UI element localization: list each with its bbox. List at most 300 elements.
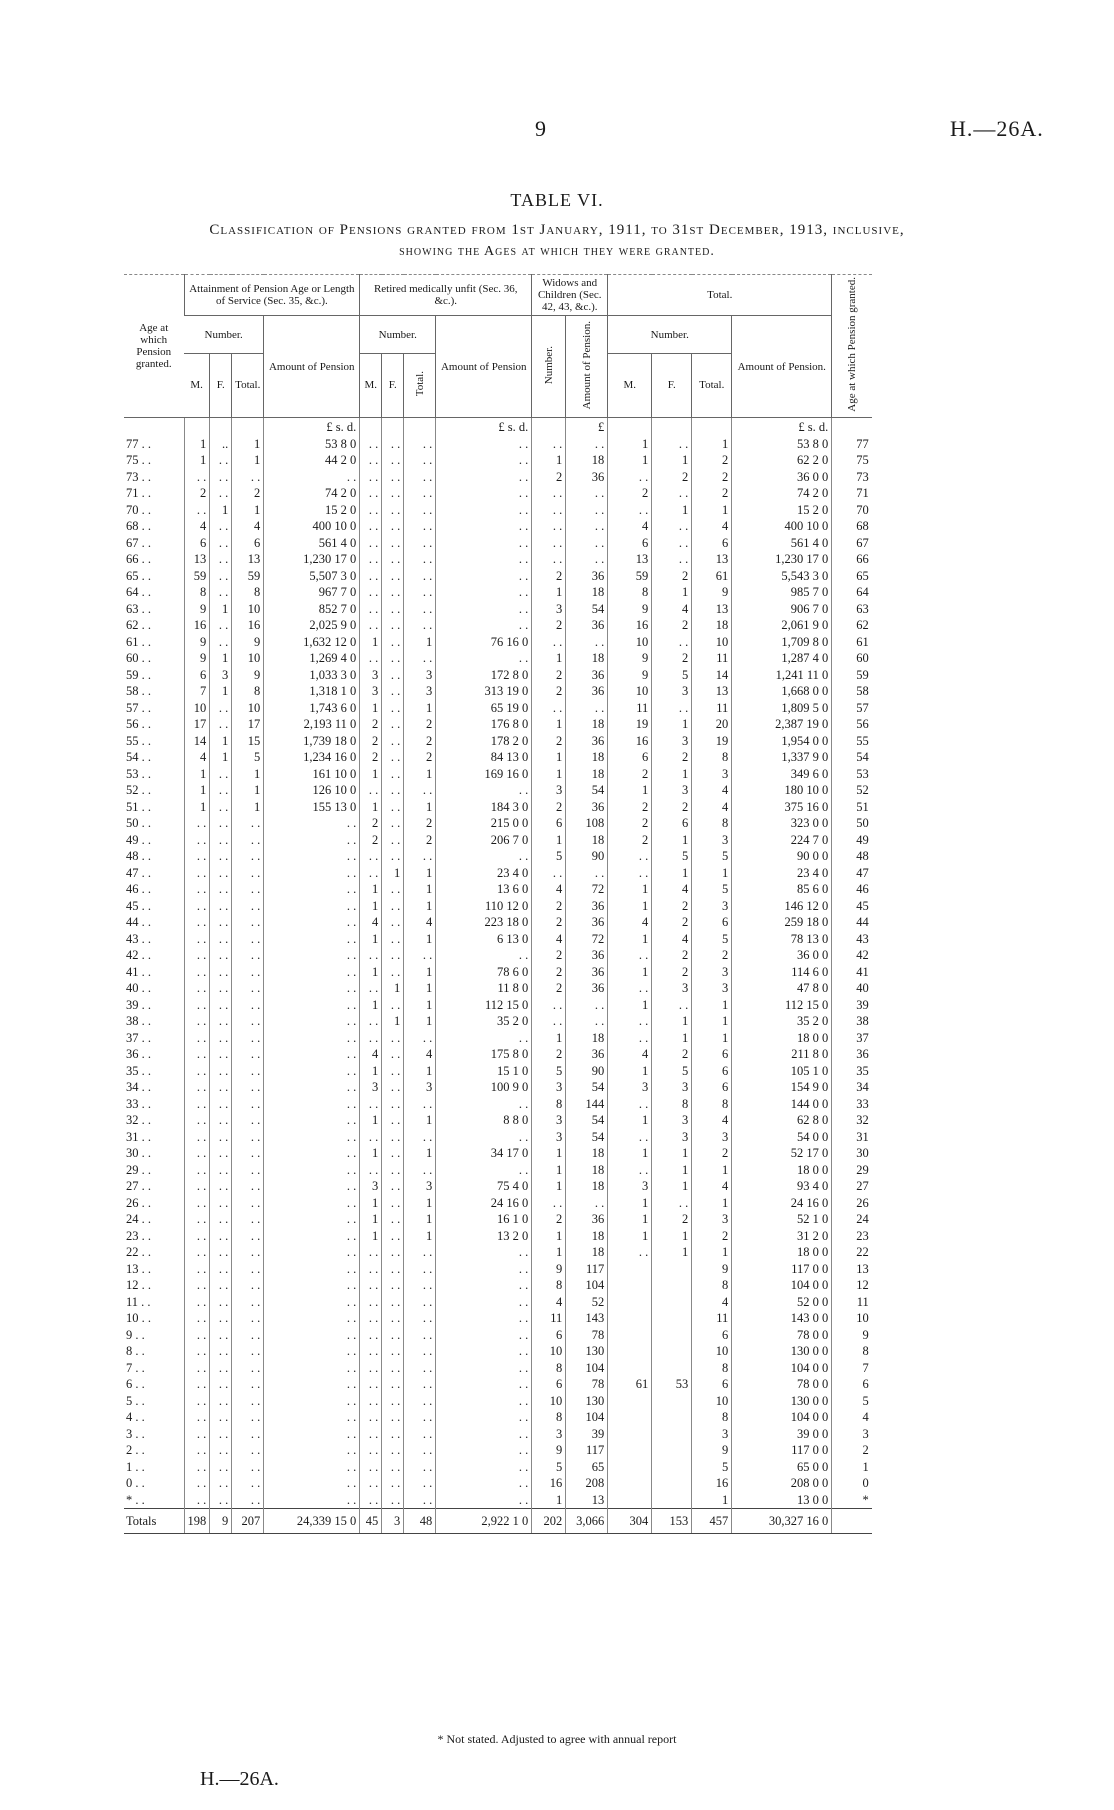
row-value-cell: 104	[566, 1360, 608, 1377]
row-value-cell: . .	[232, 1013, 264, 1030]
row-value-cell: . .	[404, 551, 436, 568]
row-age-right-cell: 5	[832, 1393, 872, 1410]
row-value-cell: 2	[232, 485, 264, 502]
row-value-cell: 52 17 0	[732, 1145, 832, 1162]
row-value-cell: 104	[566, 1277, 608, 1294]
row-value-cell: . .	[436, 1393, 532, 1410]
row-value-cell: . .	[382, 1277, 404, 1294]
row-value-cell: . .	[436, 436, 532, 453]
row-age-cell: 11 . .	[126, 1294, 151, 1309]
row-value-cell: . .	[404, 1393, 436, 1410]
row-value-cell: . .	[184, 1376, 210, 1393]
row-value-cell: . .	[232, 1475, 264, 1492]
row-value-cell: 9	[532, 1261, 566, 1278]
row-age-cell: 40 . .	[126, 981, 151, 996]
row-value-cell: 2	[608, 799, 652, 816]
row-value-cell: . .	[210, 931, 232, 948]
row-value-cell: . .	[608, 1030, 652, 1047]
row-value-cell: 9	[232, 667, 264, 684]
row-value-cell: . .	[382, 452, 404, 469]
row-value-cell: . .	[436, 1096, 532, 1113]
table-row	[124, 1162, 872, 1179]
row-value-cell: 36 0 0	[732, 947, 832, 964]
row-value-cell: 8	[692, 749, 732, 766]
row-value-cell: 1	[232, 502, 264, 519]
row-value-cell: . .	[382, 848, 404, 865]
row-value-cell: 1	[692, 1013, 732, 1030]
row-value-cell: 175 8 0	[436, 1046, 532, 1063]
row-age-right-cell: 63	[832, 601, 872, 618]
totals-cell: 153	[652, 1509, 692, 1534]
row-value-cell: . .	[264, 1112, 360, 1129]
row-value-cell: . .	[360, 1162, 382, 1179]
row-value-cell: . .	[404, 1162, 436, 1179]
row-value-cell: . .	[210, 700, 232, 717]
row-value-cell: 4	[232, 518, 264, 535]
row-value-cell: 59	[608, 568, 652, 585]
row-value-cell: 1	[532, 452, 566, 469]
row-age-cell: 6 . .	[126, 1377, 145, 1392]
row-value-cell: . .	[436, 551, 532, 568]
row-value-cell: 2	[532, 1046, 566, 1063]
row-value-cell: . .	[404, 1492, 436, 1509]
row-value-cell: 126 10 0	[264, 782, 360, 799]
row-age-cell: 22 . .	[126, 1245, 151, 1260]
row-value-cell: . .	[382, 1079, 404, 1096]
row-value-cell: . .	[404, 584, 436, 601]
header-attain-number: Number.	[184, 316, 264, 354]
row-value-cell: 1,269 4 0	[264, 650, 360, 667]
row-value-cell: . .	[232, 1360, 264, 1377]
row-value-cell: . .	[210, 634, 232, 651]
row-value-cell: 1	[652, 584, 692, 601]
row-value-cell: 35 2 0	[732, 1013, 832, 1030]
row-value-cell: 1	[360, 1228, 382, 1245]
row-value-cell: 130 0 0	[732, 1393, 832, 1410]
row-value-cell: . .	[360, 452, 382, 469]
row-value-cell: 13	[608, 551, 652, 568]
row-age-right-cell: 40	[832, 980, 872, 997]
row-value-cell: . .	[184, 1261, 210, 1278]
row-value-cell: . .	[404, 1294, 436, 1311]
row-value-cell	[652, 1442, 692, 1459]
totals-cell: 207	[232, 1509, 264, 1534]
row-age-right-cell: 2	[832, 1442, 872, 1459]
row-age-right-cell: 62	[832, 617, 872, 634]
row-value-cell: 18	[566, 650, 608, 667]
row-value-cell: 36	[566, 667, 608, 684]
row-value-cell: 208	[566, 1475, 608, 1492]
row-value-cell: 16 1 0	[436, 1211, 532, 1228]
row-value-cell: 4	[692, 799, 732, 816]
row-value-cell: 1	[652, 502, 692, 519]
row-value-cell: . .	[232, 1327, 264, 1344]
row-value-cell: 36	[566, 898, 608, 915]
row-value-cell: 1,318 1 0	[264, 683, 360, 700]
table-row	[124, 617, 872, 634]
row-value-cell: . .	[382, 1211, 404, 1228]
row-value-cell: 1	[692, 436, 732, 453]
table-row	[124, 1129, 872, 1146]
header-total-number: Number.	[608, 316, 732, 354]
totals-cell: 304	[608, 1509, 652, 1534]
row-age-right-cell: 65	[832, 568, 872, 585]
units-cell	[360, 417, 382, 436]
row-value-cell: 852 7 0	[264, 601, 360, 618]
totals-row	[124, 1509, 872, 1534]
table-row	[124, 485, 872, 502]
row-value-cell: 1,743 6 0	[264, 700, 360, 717]
header-total-total: Total.	[692, 354, 732, 418]
row-value-cell: . .	[264, 1376, 360, 1393]
row-value-cell: 117	[566, 1442, 608, 1459]
table-row	[124, 1459, 872, 1476]
row-value-cell: . .	[184, 502, 210, 519]
row-value-cell: . .	[210, 980, 232, 997]
row-value-cell: 5	[532, 848, 566, 865]
row-value-cell: 1	[210, 502, 232, 519]
row-value-cell: . .	[210, 848, 232, 865]
header-widows-amount-text: Amount of Pension.	[580, 320, 593, 410]
row-age-cell: 30 . .	[126, 1146, 151, 1161]
row-value-cell: 4	[608, 914, 652, 931]
row-value-cell: 2	[608, 766, 652, 783]
row-value-cell: 169 16 0	[436, 766, 532, 783]
row-age-right-cell: 32	[832, 1112, 872, 1129]
row-value-cell: . .	[232, 964, 264, 981]
row-value-cell: . .	[382, 436, 404, 453]
row-age-cell: 37 . .	[126, 1030, 151, 1045]
row-value-cell: 1,230 17 0	[264, 551, 360, 568]
row-value-cell: . .	[436, 617, 532, 634]
row-value-cell: . .	[436, 485, 532, 502]
table-row	[124, 502, 872, 519]
row-value-cell: . .	[382, 700, 404, 717]
row-value-cell: . .	[566, 634, 608, 651]
row-value-cell: . .	[436, 1294, 532, 1311]
row-value-cell: . .	[382, 782, 404, 799]
row-value-cell: . .	[360, 1327, 382, 1344]
row-value-cell: 36	[566, 1046, 608, 1063]
row-value-cell: 15	[232, 733, 264, 750]
row-value-cell: . .	[360, 1261, 382, 1278]
totals-cell: 48	[404, 1509, 436, 1534]
row-value-cell: 1	[532, 716, 566, 733]
row-value-cell: . .	[264, 1294, 360, 1311]
row-value-cell: 1,033 3 0	[264, 667, 360, 684]
row-value-cell: 2	[404, 749, 436, 766]
table-row	[124, 1343, 872, 1360]
row-age-cell: 3 . .	[126, 1426, 145, 1441]
row-value-cell: . .	[264, 1079, 360, 1096]
row-value-cell: 13	[692, 601, 732, 618]
row-value-cell: 65 19 0	[436, 700, 532, 717]
row-value-cell: 2	[404, 716, 436, 733]
row-value-cell: . .	[382, 1459, 404, 1476]
row-value-cell: . .	[184, 947, 210, 964]
row-value-cell: . .	[382, 1327, 404, 1344]
row-value-cell: . .	[264, 1459, 360, 1476]
row-value-cell: 13	[184, 551, 210, 568]
row-value-cell: 6	[692, 1079, 732, 1096]
row-value-cell: 78	[566, 1376, 608, 1393]
table-row	[124, 1013, 872, 1030]
row-value-cell: . .	[264, 980, 360, 997]
row-value-cell: 2	[360, 832, 382, 849]
table-row	[124, 1327, 872, 1344]
row-value-cell: 112 15 0	[732, 997, 832, 1014]
row-value-cell: 3	[692, 898, 732, 915]
row-age-right-cell: 43	[832, 931, 872, 948]
row-value-cell: . .	[382, 716, 404, 733]
row-value-cell: . .	[360, 469, 382, 486]
row-value-cell: 8	[692, 1409, 732, 1426]
row-value-cell: 3	[360, 1079, 382, 1096]
row-value-cell: . .	[652, 518, 692, 535]
row-value-cell: . .	[184, 1112, 210, 1129]
row-value-cell: . .	[404, 452, 436, 469]
table-row	[124, 535, 872, 552]
row-value-cell: . .	[210, 1112, 232, 1129]
row-age-cell: 1 . .	[126, 1459, 145, 1474]
row-value-cell: 18 0 0	[732, 1244, 832, 1261]
table-row	[124, 799, 872, 816]
table-row	[124, 1294, 872, 1311]
row-value-cell: 10	[184, 700, 210, 717]
row-value-cell: . .	[566, 502, 608, 519]
row-age-right-cell: 37	[832, 1030, 872, 1047]
row-value-cell: 1	[360, 1145, 382, 1162]
row-age-right-cell: 11	[832, 1294, 872, 1311]
row-age-cell: 51 . .	[126, 799, 151, 814]
row-value-cell: . .	[404, 1244, 436, 1261]
row-value-cell: . .	[232, 1162, 264, 1179]
row-value-cell: 323 0 0	[732, 815, 832, 832]
row-value-cell: . .	[532, 518, 566, 535]
row-value-cell: 143	[566, 1310, 608, 1327]
row-value-cell: 5	[692, 848, 732, 865]
row-value-cell: 1	[652, 452, 692, 469]
row-value-cell: . .	[436, 584, 532, 601]
row-value-cell: . .	[652, 1195, 692, 1212]
row-age-cell: 61 . .	[126, 634, 151, 649]
row-age-right-cell: 31	[832, 1129, 872, 1146]
row-value-cell: . .	[232, 1030, 264, 1047]
row-value-cell: . .	[436, 1261, 532, 1278]
row-value-cell	[608, 1261, 652, 1278]
row-value-cell: . .	[184, 1475, 210, 1492]
row-age-cell: 71 . .	[126, 486, 151, 501]
row-age-cell: 47 . .	[126, 865, 151, 880]
row-age-right-cell: 34	[832, 1079, 872, 1096]
row-age-right-cell: 39	[832, 997, 872, 1014]
totals-cell: 202	[532, 1509, 566, 1534]
totals-label: Totals	[124, 1509, 184, 1534]
table-row	[124, 1079, 872, 1096]
row-value-cell: 105 1 0	[732, 1063, 832, 1080]
row-value-cell: 18	[566, 1228, 608, 1245]
row-value-cell: 1	[382, 1013, 404, 1030]
row-value-cell: . .	[184, 997, 210, 1014]
row-value-cell: 4	[652, 881, 692, 898]
row-age-right-cell: 7	[832, 1360, 872, 1377]
row-value-cell: 3	[404, 683, 436, 700]
row-value-cell: 14	[184, 733, 210, 750]
row-age-right-cell: 61	[832, 634, 872, 651]
row-value-cell: . .	[608, 1129, 652, 1146]
row-value-cell: . .	[184, 898, 210, 915]
row-value-cell: 2	[652, 469, 692, 486]
row-value-cell: . .	[382, 733, 404, 750]
row-value-cell: 2	[608, 832, 652, 849]
row-value-cell: 1	[692, 502, 732, 519]
row-value-cell: 36	[566, 683, 608, 700]
row-value-cell: 11	[532, 1310, 566, 1327]
row-value-cell: 13 2 0	[436, 1228, 532, 1245]
row-value-cell: . .	[382, 634, 404, 651]
row-value-cell: 4	[652, 601, 692, 618]
row-value-cell: 1,668 0 0	[732, 683, 832, 700]
row-value-cell: . .	[436, 650, 532, 667]
units-cell	[652, 417, 692, 436]
row-value-cell: 5	[652, 848, 692, 865]
row-age-cell: 43 . .	[126, 931, 151, 946]
table-row	[124, 1112, 872, 1129]
row-value-cell: 10	[692, 1343, 732, 1360]
row-value-cell: . .	[184, 1063, 210, 1080]
row-value-cell: 6	[532, 815, 566, 832]
row-value-cell: 36	[566, 617, 608, 634]
row-value-cell: 114 6 0	[732, 964, 832, 981]
row-value-cell: 1	[652, 716, 692, 733]
row-value-cell: 2	[652, 799, 692, 816]
row-age-cell: 34 . .	[126, 1080, 151, 1095]
row-value-cell: 2	[652, 749, 692, 766]
row-value-cell: 1	[608, 1112, 652, 1129]
row-value-cell: . .	[382, 551, 404, 568]
row-value-cell: 3	[692, 1426, 732, 1443]
row-value-cell: . .	[264, 1129, 360, 1146]
row-value-cell: . .	[184, 1013, 210, 1030]
header-retired-total-text: Total.	[413, 371, 426, 397]
row-value-cell: 54	[566, 1129, 608, 1146]
row-value-cell: 4	[692, 782, 732, 799]
row-value-cell: 100 9 0	[436, 1079, 532, 1096]
row-value-cell: 8	[532, 1277, 566, 1294]
header-retired-total	[404, 354, 436, 418]
row-value-cell: 985 7 0	[732, 584, 832, 601]
row-value-cell: 11	[608, 700, 652, 717]
row-value-cell	[608, 1360, 652, 1377]
row-value-cell: . .	[184, 1079, 210, 1096]
row-value-cell: 10	[608, 634, 652, 651]
row-value-cell: 1	[652, 1178, 692, 1195]
row-value-cell: 78	[566, 1327, 608, 1344]
row-value-cell: . .	[404, 1360, 436, 1377]
row-value-cell: 1	[608, 964, 652, 981]
row-value-cell: . .	[232, 1277, 264, 1294]
row-value-cell: 8	[532, 1409, 566, 1426]
row-value-cell: 2	[532, 617, 566, 634]
table-row	[124, 733, 872, 750]
units-widows-amount: £	[566, 417, 608, 436]
row-value-cell: 1	[404, 1145, 436, 1162]
row-value-cell: . .	[382, 1178, 404, 1195]
table-row	[124, 964, 872, 981]
row-age-right-cell: 64	[832, 584, 872, 601]
row-value-cell: 3	[532, 1112, 566, 1129]
row-value-cell	[608, 1343, 652, 1360]
row-value-cell: . .	[232, 815, 264, 832]
row-value-cell: 4	[652, 931, 692, 948]
units-cell	[404, 417, 436, 436]
row-value-cell: 2,061 9 0	[732, 617, 832, 634]
row-value-cell: 1	[184, 799, 210, 816]
row-age-right-cell: 55	[832, 733, 872, 750]
row-age-right-cell: 71	[832, 485, 872, 502]
row-value-cell: 54	[566, 1079, 608, 1096]
row-age-cell: 57 . .	[126, 700, 151, 715]
row-value-cell: . .	[184, 1327, 210, 1344]
row-value-cell: 112 15 0	[436, 997, 532, 1014]
table-caption-line2: showing the Ages at which they were granted.	[399, 244, 715, 259]
row-value-cell: 1	[652, 1030, 692, 1047]
row-value-cell: 6	[184, 535, 210, 552]
row-value-cell: . .	[360, 947, 382, 964]
header-attain-total: Total.	[232, 354, 264, 418]
row-age-right-cell: 66	[832, 551, 872, 568]
row-value-cell: 180 10 0	[732, 782, 832, 799]
row-value-cell: . .	[382, 1261, 404, 1278]
row-value-cell: . .	[210, 1426, 232, 1443]
row-value-cell: . .	[360, 518, 382, 535]
row-age-right-cell: 67	[832, 535, 872, 552]
row-value-cell: . .	[184, 1393, 210, 1410]
row-value-cell: . .	[382, 1310, 404, 1327]
row-value-cell: 18	[566, 1162, 608, 1179]
row-value-cell: . .	[360, 1409, 382, 1426]
row-value-cell: 1,234 16 0	[264, 749, 360, 766]
row-value-cell: 400 10 0	[732, 518, 832, 535]
row-value-cell: 2	[404, 832, 436, 849]
table-row	[124, 469, 872, 486]
row-value-cell: 1	[360, 964, 382, 981]
row-value-cell: . .	[360, 436, 382, 453]
row-value-cell: 1	[608, 1211, 652, 1228]
row-value-cell: . .	[184, 931, 210, 948]
row-value-cell: 2	[692, 1228, 732, 1245]
table-row	[124, 1096, 872, 1113]
row-value-cell: 130	[566, 1343, 608, 1360]
row-age-cell: 48 . .	[126, 849, 151, 864]
row-value-cell: 1	[404, 931, 436, 948]
row-value-cell: 1	[382, 865, 404, 882]
row-value-cell: . .	[210, 1030, 232, 1047]
row-value-cell: 1	[404, 865, 436, 882]
row-value-cell: . .	[360, 1030, 382, 1047]
row-age-cell: 9 . .	[126, 1327, 145, 1342]
row-value-cell: . .	[608, 469, 652, 486]
header-retired: Retired medically unfit (Sec. 36, &c.).	[360, 275, 532, 316]
row-value-cell: 9	[608, 667, 652, 684]
row-value-cell: 8	[532, 1096, 566, 1113]
row-value-cell: . .	[264, 832, 360, 849]
row-value-cell: . .	[360, 1013, 382, 1030]
row-value-cell: 1	[360, 997, 382, 1014]
row-age-right-cell: 44	[832, 914, 872, 931]
row-value-cell: 1	[608, 452, 652, 469]
row-value-cell: . .	[232, 1442, 264, 1459]
